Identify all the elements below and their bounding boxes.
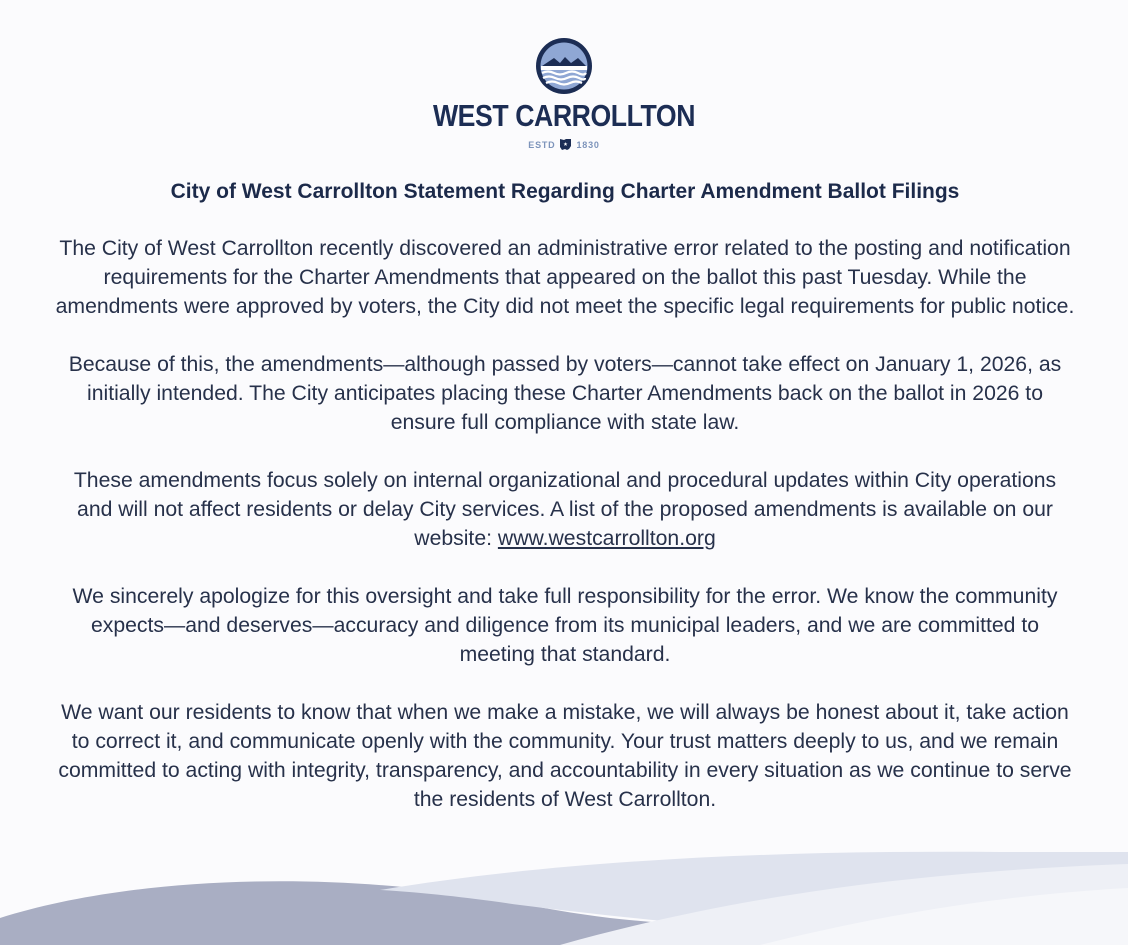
statement-title: City of West Carrollton Statement Regarding Charter Amendment Ballot Filings [170,180,960,203]
established-year: 1830 [576,139,600,150]
established-line [0,138,1128,151]
paragraph-amendments-scope [54,466,1076,553]
paragraph-error-discovered: The City of West Carrollton recently discovered an administrative error related to the posting and notification requirements for the Charter Amendments that appeared on the ballot this past Tuesday. While the amendments were approved by voters, the City did not meet the specific legal requirements for public notice. [55,237,1075,318]
statement-body [54,176,1076,814]
city-name-wordmark: WEST CARROLLTON [432,98,696,133]
paragraph-commitment: We want our residents to know that when we make a mistake, we will always be honest about it, take action to correct it, and communicate openly with the community. Your trust matters deeply to us, and we remain committed to acting with integrity, transparency, and accountability in every situation as we continue to serve the residents of West Carrollton. [58,701,1072,811]
paragraph-amendments-text: These amendments focus solely on internal organizational and procedural updates within City operations and will not affect residents or delay City services. A list of the proposed amendments is available on our website: [73,469,1057,550]
paragraph-apology: We sincerely apologize for this oversight and take full responsibility for the error. We know the community expects—and deserves—accuracy and diligence from its municipal leaders, and we are committed to meeting that standard. [72,585,1058,666]
estd-label: ESTD [528,139,556,150]
city-seal-icon [534,36,594,96]
paragraph-effective-date: Because of this, the amendments—although passed by voters—cannot take effect on January 1, 2026, as initially intended. The City anticipates placing these Charter Amendments back on the ballot in 2026 to ensure full compliance with state law. [68,353,1062,434]
city-logo [0,36,1128,151]
website-link[interactable]: www.westcarrollton.org [497,527,716,550]
ohio-state-icon [559,138,572,151]
